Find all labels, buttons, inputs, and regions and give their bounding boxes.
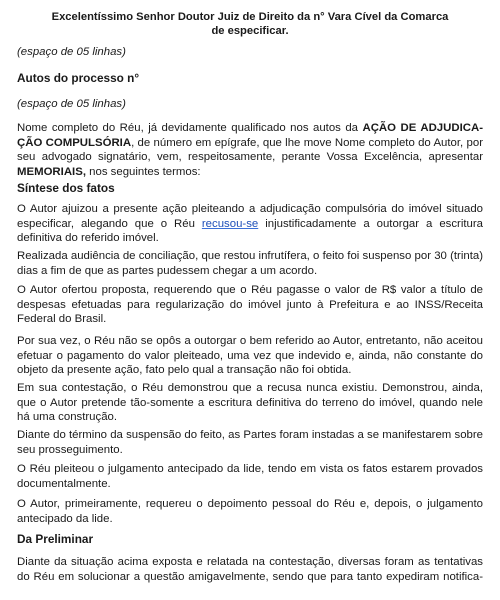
facts-paragraph-4: Por sua vez, o Réu não se opôs a outorgar o bem referido ao Autor, entretanto, não aceitou efetuar o pagamento do valor pleiteado, uma vez que indevido e, ainda, não constante do objeto da presente ação, fato pelo qual a transação não foi obtida. bbox=[17, 335, 483, 377]
facts-paragraph-1 bbox=[17, 202, 483, 246]
facts-p1-after: injustificadamente a outorgar a escritura definitiva do referido imóvel. bbox=[17, 217, 483, 245]
memoriais-label: MEMORIAIS, bbox=[17, 165, 86, 178]
title-line-2: de especificar. bbox=[211, 25, 289, 37]
facts-paragraph-8: O Autor, primeiramente, requereu o depoimento pessoal do Réu e, depois, o julgamento antecipado da lide. bbox=[17, 498, 483, 525]
intro-part-3: nos seguintes termos: bbox=[85, 165, 201, 178]
preliminary-paragraph-1: Diante da situação acima exposta e relatada na contestação, diversas foram as tentativas do Réu em solucionar a questão amigavelmente, sendo que para tanto expediram notifica- bbox=[17, 556, 483, 583]
facts-paragraph-6: Diante do término da suspensão do feito, as Partes foram instadas a se manifestarem sobre seu prosseguimento. bbox=[17, 429, 483, 456]
action-name: AÇÃO DE ADJUDICA-ÇÃO COMPULSÓRIA bbox=[17, 122, 483, 149]
space-note-2: (espaço de 05 linhas) bbox=[17, 98, 126, 110]
facts-paragraph-3: O Autor ofertou proposta, requerendo que o Réu pagasse o valor de R$ valor a título de despesas efetuadas para regularização do imóvel junto à Prefeitura e ao INSS/Receita Federal do Brasil. bbox=[17, 284, 483, 326]
facts-paragraph-2: Realizada audiência de conciliação, que restou infrutífera, o feito foi suspenso por 30 (trinta) dias a fim de que as partes pudessem chegar a um acordo. bbox=[17, 250, 483, 277]
space-note-1: (espaço de 05 linhas) bbox=[17, 46, 126, 58]
preliminary-heading: Da Preliminar bbox=[17, 532, 94, 546]
facts-paragraph-7: O Réu pleiteou o julgamento antecipado da lide, tendo em vista os fatos estarem provados documentalmente. bbox=[17, 463, 483, 490]
facts-heading: Síntese dos fatos bbox=[17, 181, 115, 195]
intro-paragraph bbox=[17, 121, 483, 179]
case-number-heading: Autos do processo n° bbox=[17, 71, 140, 85]
intro-part-1: Nome completo do Réu, já devidamente qualificado nos autos da bbox=[17, 122, 363, 134]
spellcheck-flagged-word: recusou-se bbox=[201, 217, 259, 230]
title-line-1: Excelentíssimo Senhor Doutor Juiz de Direito da n° Vara Cível da Comarca bbox=[51, 11, 449, 23]
facts-paragraph-5: Em sua contestação, o Réu demonstrou que a recusa nunca existiu. Demonstrou, ainda, que o Autor pretende tão-somente a escritura definitiva do terreno do imóvel, quando nele há uma construção. bbox=[17, 382, 483, 424]
document-title bbox=[0, 10, 500, 38]
facts-p1-before: O Autor ajuizou a presente ação pleiteando a adjudicação compulsória do imóvel situado especificar, alegando que o Réu bbox=[17, 203, 483, 230]
intro-part-2: , de número em epígrafe, que lhe move Nome completo do Autor, por seu advogado signatário, vem, respeitosamente, perante Vossa Excelência, apresentar bbox=[17, 136, 483, 164]
